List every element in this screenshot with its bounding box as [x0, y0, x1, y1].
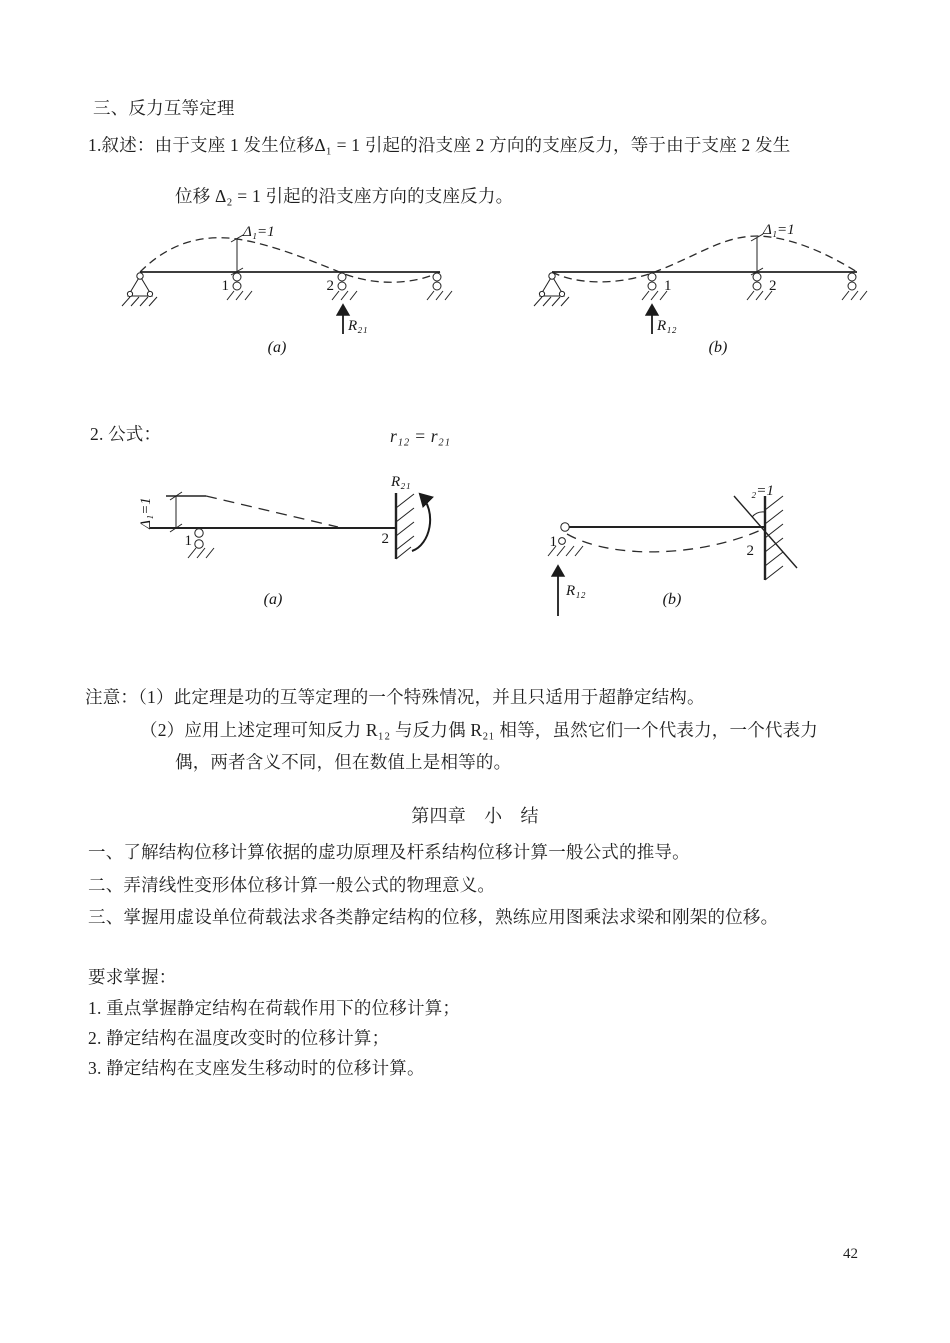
note-line2: （2）应用上述定理可知反力 R₁₂ 与反力偶 R₂₁ 相等，虽然它们一个代表力，一个代表力: [140, 720, 818, 740]
fig2a: [138, 474, 430, 608]
fig2a-caption: (a): [263, 591, 283, 608]
fig1a-support1-label: 1: [221, 278, 229, 294]
fig1b-support1-label: 1: [664, 278, 672, 294]
figure-row1-reaction-reciprocity: [0, 210, 950, 375]
fig1b: [534, 222, 867, 356]
fig1a: [122, 224, 452, 356]
fig1b-displacement-dimension: [751, 234, 763, 275]
fig1a-displacement-dimension: [231, 235, 243, 275]
fig1b-caption: (b): [708, 339, 728, 356]
requirement-item-1: 1. 重点掌握静定结构在荷载作用下的位移计算；: [88, 998, 461, 1018]
fig2b-support1-label: 1: [549, 534, 557, 550]
statement-line2: 位移 Δ₂ = 1 引起的沿支座方向的支座反力。: [175, 186, 514, 206]
fig1a-roller-support-1-icon: [227, 273, 252, 300]
fig2a-delta-label: Δ₁=1: [138, 497, 154, 529]
fig2a-deflection-line: [206, 496, 338, 527]
requirements-heading: 要求掌握：: [88, 967, 177, 987]
fig2b-theta-label: ₂=1: [751, 483, 774, 499]
summary-item-3: 三、掌握用虚设单位荷载法求各类静定结构的位移，熟练应用图乘法求梁和刚架的位移。: [88, 907, 779, 927]
fig2a-moment-arrow: [412, 494, 430, 551]
requirement-item-2: 2. 静定结构在温度改变时的位移计算；: [88, 1028, 390, 1048]
fig1a-support2-label: 2: [326, 278, 334, 294]
fig1a-delta-label: Δ₁=1: [243, 224, 275, 240]
fig2a-fixed-support-icon: [396, 493, 414, 559]
fig2b-reaction-label: R₁₂: [566, 583, 586, 599]
fig1a-deflection-curve: [140, 238, 440, 283]
figure-row2-reaction-reciprocity: [0, 455, 950, 625]
statement-line1: 1.叙述：由于支座 1 发生位移Δ₁ = 1 引起的沿支座 2 方向的支座反力，等于由于支座 2 发生: [88, 135, 791, 155]
summary-item-1: 一、了解结构位移计算依据的虚功原理及杆系结构位移计算一般公式的推导。: [88, 842, 690, 862]
fig1b-support2-label: 2: [769, 278, 777, 294]
fig2b-rotation-angle-arc: [752, 512, 765, 517]
formula: r₁₂ = r₂₁: [390, 426, 451, 446]
formula-label: 2. 公式：: [90, 424, 162, 444]
fig2b-caption: (b): [662, 591, 682, 608]
requirement-item-3: 3. 静定结构在支座发生移动时的位移计算。: [88, 1058, 425, 1078]
fig1a-roller-support-right-icon: [427, 273, 452, 300]
fig1b-reaction-label: R₁₂: [657, 318, 677, 334]
section-heading: 三、反力互等定理: [93, 98, 235, 118]
fig1a-caption: (a): [267, 339, 287, 356]
fig2a-reaction-label: R₂₁: [391, 474, 411, 490]
fig1b-delta-label: Δ₁=1: [763, 222, 795, 238]
fig2b-support2-label: 2: [746, 543, 754, 559]
note-line1: 注意：（1）此定理是功的互等定理的一个特殊情况，并且只适用于超静定结构。: [85, 687, 705, 707]
note-line3: 偶，两者含义不同，但在数值上是相等的。: [175, 752, 512, 772]
fig2a-support2-label: 2: [381, 531, 389, 547]
fig2a-support1-label: 1: [184, 533, 192, 549]
page-number: 42: [843, 1246, 858, 1262]
fig1a-reaction-label: R₂₁: [348, 318, 368, 334]
fig1b-deflection-curve: [552, 236, 857, 282]
fig2a-displacement-dimension: [170, 492, 182, 532]
fig1b-roller-support-right-icon: [842, 273, 867, 300]
fig1a-roller-support-2-icon: [332, 273, 357, 300]
fig2b-deflection-curve: [567, 529, 763, 552]
fig1a-pin-support-icon: [122, 273, 157, 306]
fig2b-fixed-support-icon: [765, 496, 783, 580]
fig1b-pin-support-icon: [534, 273, 569, 306]
fig2b: [548, 483, 797, 616]
summary-item-2: 二、弄清线性变形体位移计算一般公式的物理意义。: [88, 875, 496, 895]
chapter-summary-title: 第四章 小 结: [411, 806, 539, 826]
